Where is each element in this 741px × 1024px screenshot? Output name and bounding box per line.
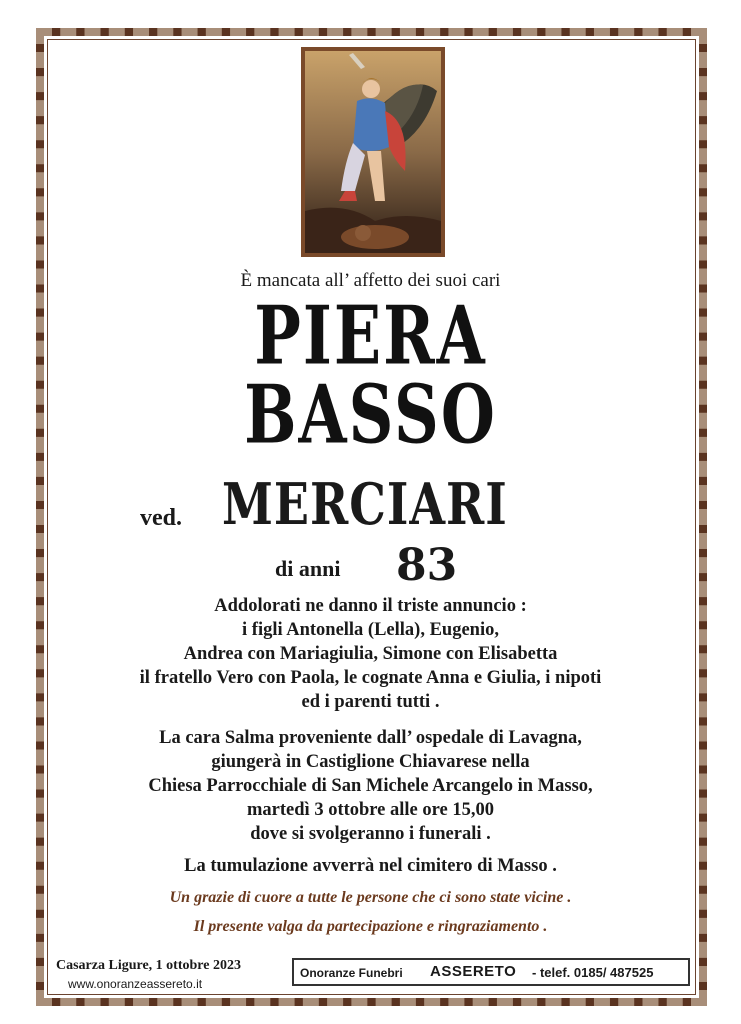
burial-line: La tumulazione avverrà nel cimitero di Masso . (184, 856, 557, 876)
married-name: MERCIARI (222, 470, 508, 538)
funeral-agency-box (292, 958, 690, 986)
saint-michael-icon (301, 47, 445, 257)
agency-phone: - telef. 0185/ 487525 (532, 965, 654, 980)
age-row (0, 540, 741, 590)
agency-name: ASSERETO (430, 963, 517, 980)
announcement-line: Addolorati ne danno il triste annuncio : (214, 596, 527, 616)
announcement-line: il fratello Vero con Paola, le cognate Anna e Giulia, i nipoti (139, 668, 602, 688)
funeral-line: martedì 3 ottobre alle ore 15,00 (247, 800, 494, 820)
intro-text: È mancata all’ affetto dei suoi cari (240, 270, 501, 291)
funeral-block (0, 726, 741, 846)
funeral-line: dove si svolgeranno i funerali . (250, 824, 491, 844)
age-value: 83 (396, 540, 458, 591)
funeral-line: Chiesa Parrocchiale di San Michele Arcangelo in Masso, (148, 776, 593, 796)
age-label: di anni (275, 556, 341, 581)
thanks-line: Un grazie di cuore a tutte le persone che ci sono state vicine . (169, 889, 572, 906)
announcement-line: ed i parenti tutti . (301, 692, 440, 712)
married-name-row (0, 470, 741, 545)
announcement-line: i figli Antonella (Lella), Eugenio, (242, 620, 499, 640)
announcement-block (0, 594, 741, 714)
funeral-line: La cara Salma proveniente dall’ ospedale di Lavagna, (159, 728, 582, 748)
funeral-line: giungerà in Castiglione Chiavarese nella (211, 752, 530, 772)
participation-line: Il presente valga da partecipazione e ringraziamento . (193, 918, 548, 935)
announcement-line: Andrea con Mariagiulia, Simone con Elisabetta (183, 644, 558, 664)
deceased-last-name: BASSO (244, 367, 497, 463)
deceased-first-name: PIERA (254, 288, 487, 384)
widow-prefix: ved. (140, 505, 182, 531)
website-link[interactable]: www.onoranzeassereto.it (68, 977, 203, 991)
place-date: Casarza Ligure, 1 ottobre 2023 (56, 958, 241, 973)
agency-label: Onoranze Funebri (300, 966, 403, 980)
